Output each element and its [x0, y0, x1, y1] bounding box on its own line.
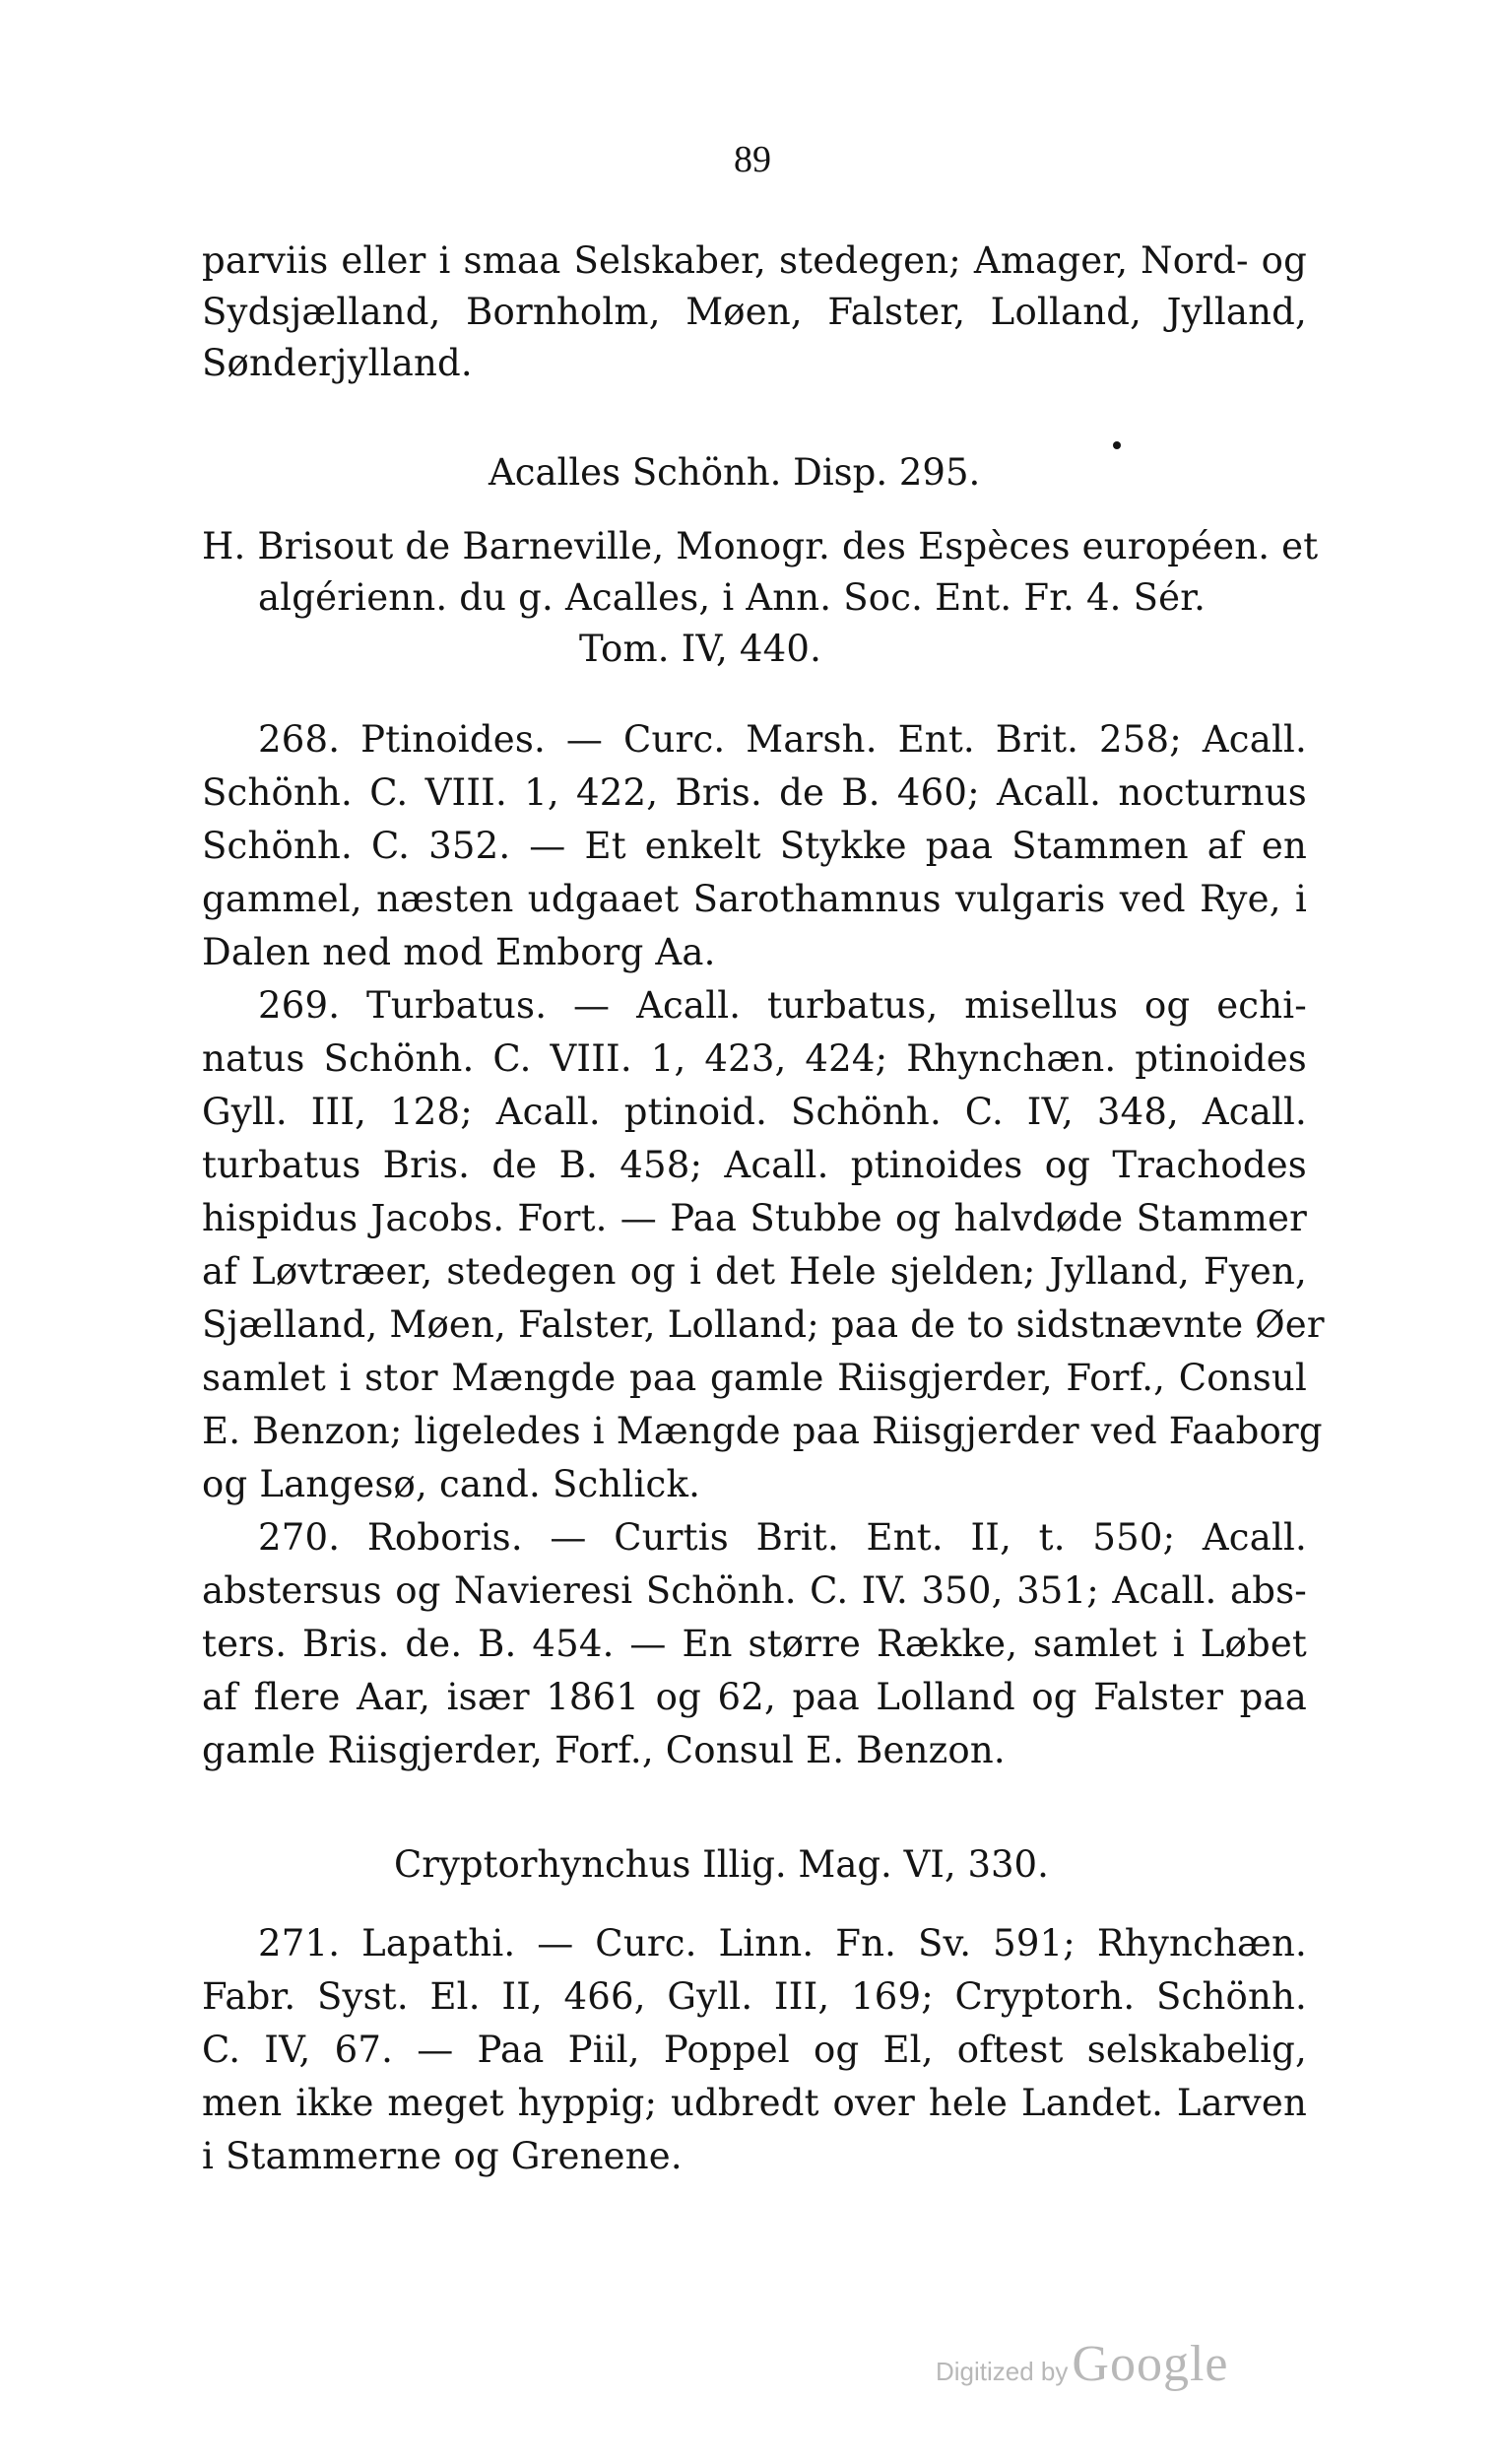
section-heading-acalles: Acalles Schönh. Disp. 295.: [489, 451, 981, 494]
section-heading-cryptorhynchus: Cryptorhynchus Illig. Mag. VI, 330.: [394, 1843, 1049, 1886]
text-line: gamle Riisgjerder, Forf., Consul E. Benzon.: [202, 1729, 1006, 1771]
text-line: natus Schönh. C. VIII. 1, 423, 424; Rhynchæn. ptinoides: [202, 1037, 1307, 1080]
text-line: Sønderjylland.: [202, 342, 473, 384]
watermark-prefix: Digitized by: [936, 2357, 1069, 2386]
page-number: 89: [734, 139, 771, 180]
text-line: Schönh. C. 352. — Et enkelt Stykke paa Stammen af en: [202, 825, 1307, 867]
text-line: af flere Aar, især 1861 og 62, paa Lolland og Falster paa: [202, 1676, 1307, 1718]
text-line: parviis eller i smaa Selskaber, stedegen; Amager, Nord- og: [202, 239, 1307, 282]
text-line: C. IV, 67. — Paa Piil, Poppel og El, oftest selskabelig,: [202, 2029, 1307, 2071]
text-line: i Stammerne og Grenene.: [202, 2135, 683, 2177]
text-line: Dalen ned mod Emborg Aa.: [202, 931, 716, 973]
text-line: Schönh. C. VIII. 1, 422, Bris. de B. 460; Acall. nocturnus: [202, 771, 1307, 814]
text-line: ters. Bris. de. B. 454. — En større Række, samlet i Løbet: [202, 1623, 1307, 1665]
google-logo: Google: [1072, 2336, 1229, 2392]
entry-269-line: 269. Turbatus. — Acall. turbatus, misellus og echi-: [258, 984, 1307, 1027]
text-line: Sydsjælland, Bornholm, Møen, Falster, Lolland, Jylland,: [202, 291, 1307, 333]
text-line: men ikke meget hyppig; udbredt over hele Landet. Larven: [202, 2082, 1307, 2124]
text-line: E. Benzon; ligeledes i Mængde paa Riisgjerder ved Faaborg: [202, 1410, 1323, 1452]
text-line: og Langesø, cand. Schlick.: [202, 1463, 701, 1505]
text-line: algérienn. du g. Acalles, i Ann. Soc. Ent. Fr. 4. Sér.: [258, 576, 1207, 619]
entry-268-line: 268. Ptinoides. — Curc. Marsh. Ent. Brit. 258; Acall.: [258, 718, 1307, 761]
text-line: af Løvtræer, stedegen og i det Hele sjelden; Jylland, Fyen,: [202, 1250, 1307, 1293]
text-line: Fabr. Syst. El. II, 466, Gyll. III, 169; Cryptorh. Schönh.: [202, 1975, 1307, 2018]
text-line: abstersus og Navieresi Schönh. C. IV. 350, 351; Acall. abs-: [202, 1569, 1307, 1612]
text-line: Gyll. III, 128; Acall. ptinoid. Schönh. C. IV, 348, Acall.: [202, 1091, 1307, 1133]
text-line: samlet i stor Mængde paa gamle Riisgjerder, Forf., Consul: [202, 1357, 1307, 1399]
text-line: Tom. IV, 440.: [579, 628, 822, 670]
text-line: H. Brisout de Barneville, Monogr. des Espèces européen. et: [202, 525, 1319, 567]
entry-271-line: 271. Lapathi. — Curc. Linn. Fn. Sv. 591; Rhynchæn.: [258, 1922, 1307, 1965]
entry-270-line: 270. Roboris. — Curtis Brit. Ent. II, t. 550; Acall.: [258, 1516, 1307, 1559]
ink-dot: [1113, 441, 1121, 449]
digitized-watermark: [936, 2335, 1229, 2393]
text-line: Sjælland, Møen, Falster, Lolland; paa de to sidstnævnte Øer: [202, 1303, 1325, 1346]
text-line: turbatus Bris. de B. 458; Acall. ptinoides og Trachodes: [202, 1144, 1307, 1186]
text-line: gammel, næsten udgaaet Sarothamnus vulgaris ved Rye, i: [202, 878, 1307, 920]
text-line: hispidus Jacobs. Fort. — Paa Stubbe og halvdøde Stammer: [202, 1197, 1307, 1239]
